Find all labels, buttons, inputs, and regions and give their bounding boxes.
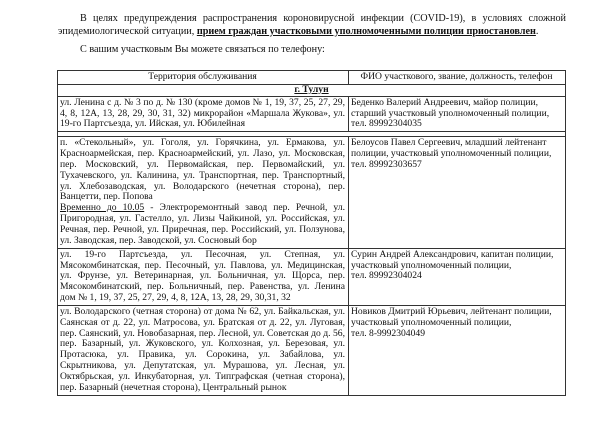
temporary-text: - Электроремонтный завод пер. Речной, ул. Пригородная, ул. Гастелло, ул. Лизы Чайкиной, ул. Российская, ул. Речная, пер. Речной, ул. Приречная, пер. Российский, ул. Ползунова, ул. Заводская, пер. Заводской, ул. Сосновый бор [60,202,345,246]
officer-position: старший участковый уполномоченный полиции, [351,107,550,119]
territory-cell: ул. Ленина с д. № 3 по д. № 130 (кроме домов № 1, 19, 37, 25, 27, 29, 4, 8, 12А, 13, 28, 29, 30, 31, 32) микрорайон «Маршала Жукова», ул. 19-го Партсъезда, ул. Ийская, ул. Юбилейная [58,96,349,132]
territory-text: п. «Стекольный», ул. Гоголя, ул. Горячкина, ул. Ермакова, ул. Красноармейская, пер. Красноармейский, ул. Лазо, ул. Московская, пер. Московский, ул. Первомайская, пер. Первомайский, ул. Тухачевского, ул. Калинина, ул. Транспортная, пер. Транспортный, ул. Хлебозаводская, ул. Володарского (нечетная сторона), пер. Ванцетти, пер. Попова [60,137,345,203]
officer-phone: тел. 89992304024 [351,270,422,282]
officer-name: Белоусов Павел Сергеевич, младший лейтенант полиции, участковый уполномоченный полиции, [351,137,552,160]
intro-text: В целях предупреждения распространения короновирусной инфекции (COVID-19), в условиях сложной эпидемиологической ситуации, [58,13,566,37]
intro-end: . [535,25,539,37]
territory-cell: ул. Володарского (четная сторона) от дома № 62, ул. Байкальская, ул. Саянская от д. 22, ул. Матросова, ул. Братская от д. 22, ул. Луговая, пер. Саянский, ул. Новобазарная, пер. Лесной, ул. Советская до д. 56, пер. Базарный, ул. Жуковского, ул. Колхозная, ул. Березовая, ул. Протасюка, ул. Правика, ул. Сорокина, ул. Забайлова, ул. Скрытникова, ул. Депутатская, ул. Мурашова, ул. Лесная, ул. Октябрьская, ул. Инкубаторная, ул. Типграфская (четная сторона), пер. Базарный (нечетная сторона), Центральный рынок [58,305,349,395]
intro-emphasis: прием граждан участковыми уполномоченными полиции приостановлен [196,25,536,37]
officer-cell [349,248,566,305]
subintro-paragraph: С вашим участковым Вы можете связаться по телефону: [80,44,325,55]
officer-phone: тел. 89992303657 [351,158,422,170]
header-territory: Территория обслуживания [58,71,349,85]
table-row [58,305,566,395]
officer-cell [349,137,566,248]
intro-paragraph [58,13,566,38]
officer-name: Новиков Дмитрий Юрьевич, лейтенант полиции, [351,305,552,317]
officer-phone: тел. 8-9992304049 [351,327,425,339]
officer-position: участковый уполномоченный полиции, [351,259,512,271]
city-name: г. Тулун [58,84,566,96]
officer-cell [349,96,566,132]
officer-position: участковый уполномоченный полиции, [351,316,512,328]
officer-cell [349,305,566,395]
territory-cell [58,137,349,248]
officer-name: Беденко Валерий Андреевич, майор полиции, [351,96,538,108]
territory-cell: ул. 19-го Партсъезда, ул. Песочная, ул. Степная, ул. Мясокомбинатская, пер. Песочный, ул. Павлова, ул. Медицинская, ул. Фрунзе, ул. Ветеринарная, ул. Больничная, ул. Щорса, пер. Мясокомбинатский, пер. Больничный, пер. Равенства, ул. Ленина дом № 1, 19, 37, 25, 27, 29, 4, 8, 12А, 13, 28, 29, 30,31, 32 [58,248,349,305]
city-row [58,84,566,96]
table-row [58,137,566,248]
table-header-row [58,71,566,85]
officer-phone: тел. 89992304035 [351,118,422,130]
table-row [58,96,566,132]
table-row [58,248,566,305]
officer-name: Сурин Андрей Александрович, капитан полиции, [351,248,554,260]
precincts-table [57,70,566,396]
temporary-label: Временно до 10.05 [60,202,145,214]
header-officer: ФИО участкового, звание, должность, телефон [349,71,566,85]
